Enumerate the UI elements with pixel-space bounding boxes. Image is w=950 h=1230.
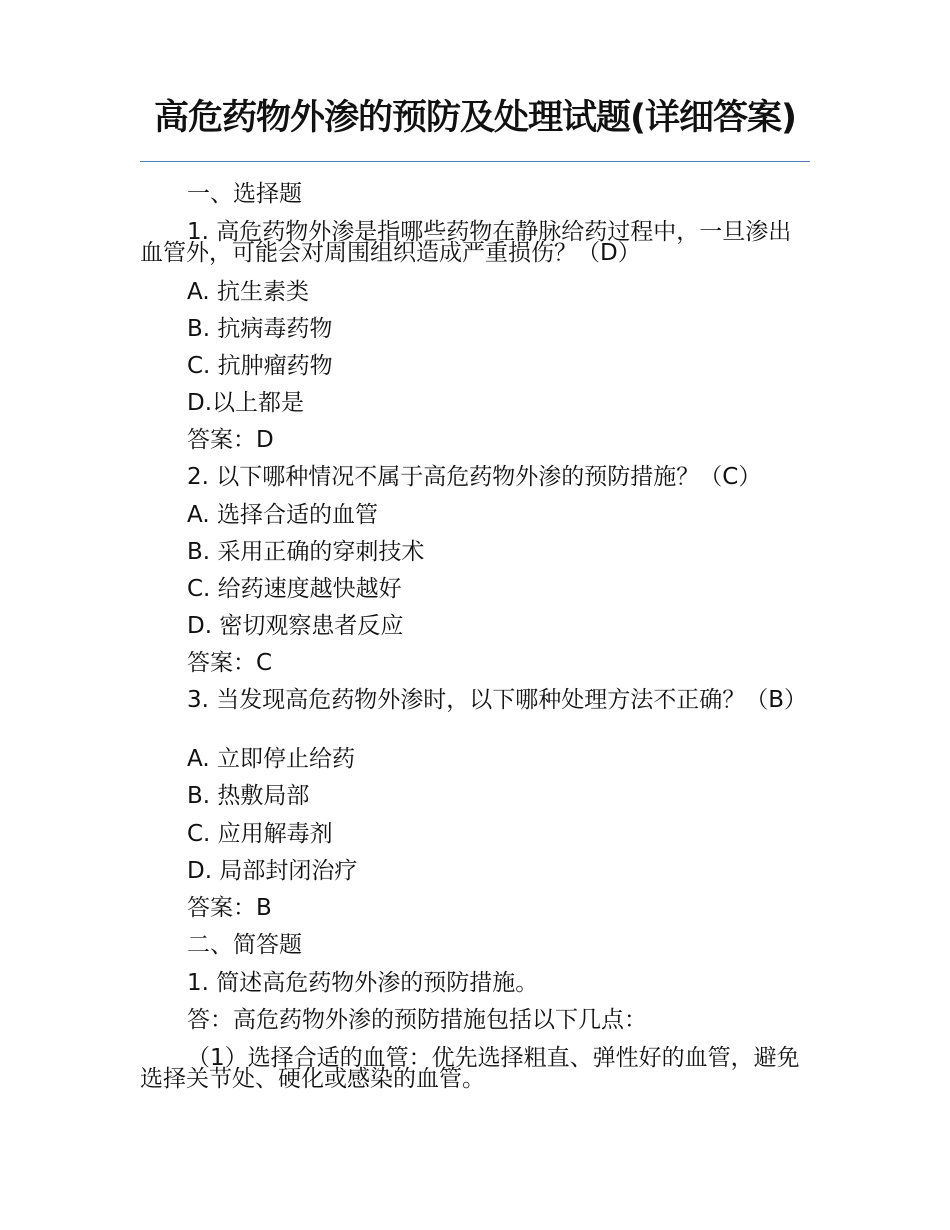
question-1-option-b: B. 抗病毒药物 (187, 316, 333, 342)
short-question-1-point-1: （1）选择合适的血管：优先选择粗直、弹性好的血管，避免选择关节处、硬化或感染的血管。 (140, 1045, 800, 1092)
question-2-option-a: A. 选择合适的血管 (187, 502, 378, 528)
question-2-option-d: D. 密切观察患者反应 (187, 613, 404, 639)
question-3-answer: 答案：B (187, 895, 272, 921)
document-title: 高危药物外渗的预防及处理试题(详细答案) (154, 98, 796, 138)
question-3-option-a: A. 立即停止给药 (187, 746, 355, 772)
question-3-option-b: B. 热敷局部 (187, 783, 310, 809)
title-underline (140, 161, 810, 162)
question-1-option-c: C. 抗肿瘤药物 (187, 353, 333, 379)
question-3-option-d: D. 局部封闭治疗 (187, 858, 358, 884)
question-1-stem: 1. 高危药物外渗是指哪些药物在静脉给药过程中，一旦渗出血管外，可能会对周围组织造成严重损伤？（D） (140, 219, 792, 266)
question-1-option-d: D.以上都是 (187, 390, 305, 416)
question-2-option-b: B. 采用正确的穿刺技术 (187, 539, 425, 565)
short-question-1-answer-intro: 答：高危药物外渗的预防措施包括以下几点： (187, 1007, 647, 1033)
question-1-answer: 答案：D (187, 427, 274, 453)
question-2-option-c: C. 给药速度越快越好 (187, 576, 402, 602)
question-2-stem: 2. 以下哪种情况不属于高危药物外渗的预防措施？（C） (187, 464, 762, 490)
short-question-1-stem: 1. 简述高危药物外渗的预防措施。 (187, 970, 539, 996)
question-3-stem: 3. 当发现高危药物外渗时，以下哪种处理方法不正确？（B） (187, 687, 808, 713)
question-2-answer: 答案：C (187, 650, 273, 676)
section-heading-choice: 一、选择题 (187, 181, 302, 207)
section-heading-short-answer: 二、简答题 (187, 932, 302, 958)
question-1-option-a: A. 抗生素类 (187, 279, 309, 305)
question-3-option-c: C. 应用解毒剂 (187, 821, 333, 847)
